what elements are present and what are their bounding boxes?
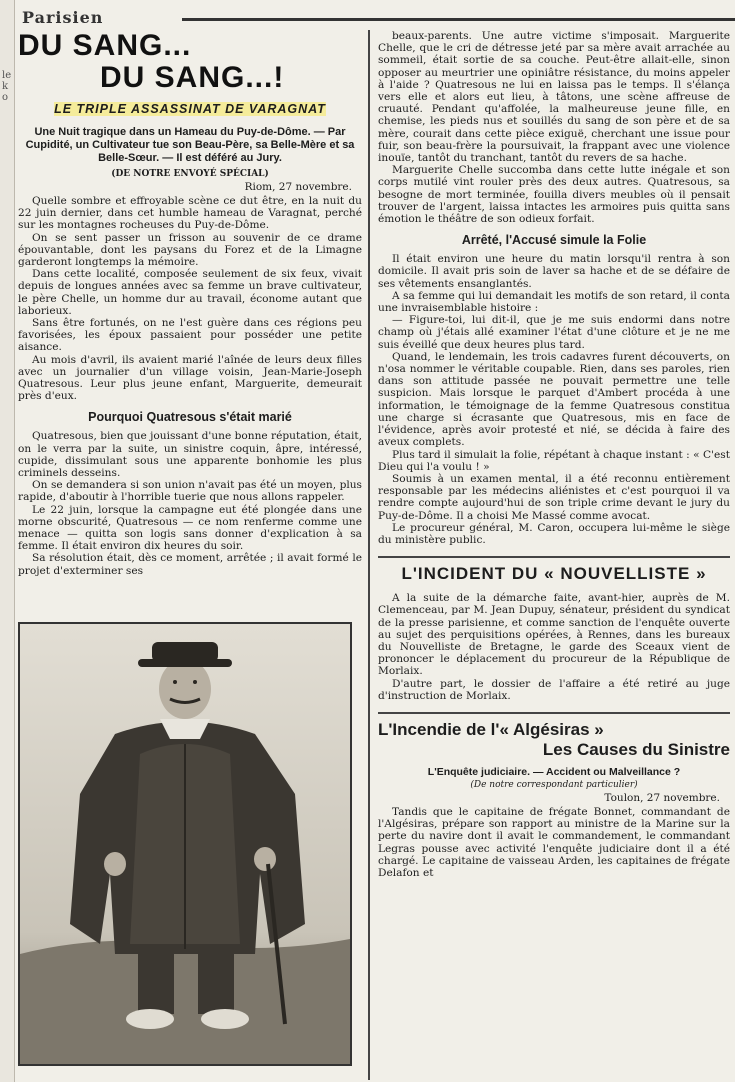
headline-line-1: DU SANG...	[18, 30, 192, 62]
paragraph: — Figure-toi, lui dit-il, que je me suis endormi dans notre champ où j'étais allé examiner l'état d'une clôture et je ne me suis éveillé que deux heures plus tard.	[378, 314, 730, 351]
paragraph: A sa femme qui lui demandait les motifs de son retard, il conta une invraisemblable histoire :	[378, 289, 730, 315]
portrait-photo	[18, 622, 352, 1066]
paragraph: Quatresous, bien que jouissant d'une bonne réputation, était, on le verra par la suite, un sinistre coquin, âpre, intéressé, cupide, dissimulant sous une apparente bonhomie les plus criminels desseins.	[18, 430, 362, 480]
paragraph: D'autre part, le dossier de l'affaire a été retiré au juge d'instruction de Morlaix.	[378, 677, 730, 702]
masthead-rule	[182, 18, 735, 21]
continued-body-2	[378, 253, 730, 546]
paragraph: Le 22 juin, lorsque la campagne eut été plongée dans une morne obscurité, Quatresous — ce nom renferme comme une menace — quitta son logis sans donner d'explication à sa femme. Il était environ dix heures du soir.	[18, 503, 362, 553]
algesiras-headline-line-2: Les Causes du Sinistre	[542, 739, 730, 759]
algesiras-dateline: Toulon, 27 novembre.	[604, 791, 720, 804]
adjacent-page-text: le k o	[2, 70, 12, 103]
paragraph: Au mois d'avril, ils avaient marié l'aînée de leurs deux filles avec un journalier d'un village voisin, Jean-Marie-Joseph Quatresous. Leur plus jeune enfant, Marguerite, demeurait près d'eux.	[18, 353, 362, 403]
algesiras-headline-line-1: L'Incendie de l'« Algésiras »	[378, 719, 604, 739]
column-separator	[368, 30, 370, 1080]
masthead	[22, 0, 722, 26]
paragraph: Le procureur général, M. Caron, occupera lui-même le siège du ministère public.	[378, 521, 730, 546]
algesiras-headline	[378, 712, 730, 760]
paragraph: On se sent passer un frisson au souvenir de ce drame épouvantable, dont les paysans du Forez et de la Limagne garderont longtemps la mémoire.	[18, 231, 362, 269]
paragraph: Tandis que le capitaine de frégate Bonnet, commandant de l'Algésiras, prépare son rapport au ministre de la Marine sur la perte du navire dont il avait le commandement, le commandant Legras pousse avec activité l'enquête judiciaire dont il a été chargé. Le capitaine de vaisseau Arden, les capitaines de frégate Delafon et	[378, 805, 730, 879]
paragraph: Quelle sombre et effroyable scène ce dut être, en la nuit du 22 juin dernier, dans cet humble hameau de Varagnat, perché sur les montagnes rocheuses du Puy-de-Dôme.	[18, 195, 362, 232]
section-heading: Pourquoi Quatresous s'était marié	[88, 410, 292, 425]
paragraph: beaux-parents. Une autre victime s'imposait. Marguerite Chelle, que le cri de détresse jeté par sa mère avait arrachée au sommeil, était sortie de sa couche. Peut-être allait-elle, sinon opposer au meurtrier une opiniâtre résistance, du moins appeler à l'aide ? Quatresous ne lui en laissa pas le temps. Il s'élança vers elle et alors eut lieu, à tâtons, une scène affreuse de cruauté. Pendant qu'affolée, la malheureuse jeune fille, en chemise, les pieds nus et souillés du sang de son père et de sa mère, courait dans cette pièce exiguë, cherchant une issue pour fuir, son beau-frère la poursuivait, la frappant avec une violence inouïe, tantôt du tranchant, tantôt du revers de sa hache.	[378, 30, 730, 165]
algesiras-credit: (De notre correspondant particulier)	[470, 779, 638, 790]
paragraph: A la suite de la démarche faite, avant-hier, auprès de M. Clemenceau, par M. Jean Dupuy, sénateur, président du syndicat de la presse parisienne, et comme sanction de l'enquête ouverte au sujet des perquisitions opérées, à Rennes, dans les bureaux du Nouvelliste de Bretagne, le garde des Sceaux vient de prononcer le déplacement du procureur de la République de Morlaix.	[378, 592, 730, 678]
article-body-2	[18, 430, 362, 576]
nouvelliste-body	[378, 592, 730, 702]
masthead-name: Parisien	[22, 8, 104, 27]
paragraph: Marguerite Chelle succomba dans cette lutte inégale et son corps mutilé vint rouler près des deux autres. Quatresous, sa besogne de mort terminée, fouilla divers meubles où il pensait trouver de l'argent, laissa intactes les armoires puis quitta sans émotion le théâtre de son odieux forfait.	[378, 164, 730, 226]
portrait-illustration	[20, 624, 350, 1064]
algesiras-body	[378, 806, 730, 879]
article-body-1	[18, 195, 362, 402]
article-subhead	[18, 102, 362, 116]
article-dateline: Riom, 27 novembre.	[244, 181, 352, 193]
paragraph: Soumis à un examen mental, il a été reconnu entièrement responsable par les médecins aliénistes et c'est pourquoi il va rendre compte aujourd'hui de son triple crime devant le jury du Puy-de-Dôme. Il a choisi Me Massé comme avocat.	[378, 472, 730, 522]
paragraph: Sa résolution était, dès ce moment, arrêtée ; il avait formé le projet d'exterminer ses	[18, 552, 362, 577]
nouvelliste-headline: L'INCIDENT DU « NOUVELLISTE »	[378, 556, 730, 584]
algesiras-subdeck: L'Enquête judiciaire. — Accident ou Malveillance ?	[427, 765, 681, 778]
headline-line-2: DU SANG...!	[100, 61, 285, 94]
paragraph: Plus tard il simulait la folie, répétant à chaque instant : « C'est Dieu qui l'a voulu ! »	[378, 448, 730, 473]
paragraph: Dans cette localité, composée seulement de six feux, vivait depuis de longues années avec sa femme un brave cultivateur, le père Chelle, un homme dur au travail, économe autant que laborieux.	[18, 268, 362, 317]
article-credit: (DE NOTRE ENVOYÉ SPÉCIAL)	[111, 169, 269, 179]
paragraph: On se demandera si son union n'avait pas été un moyen, plus rapide, d'aboutir à l'horrible tuerie que nous allons rappeler.	[18, 479, 362, 504]
paragraph: Il était environ une heure du matin lorsqu'il rentra à son domicile. Il avait pris soin de laver sa hache et de se défaire de ses vêtements ensanglantés.	[378, 253, 730, 290]
subhead-text: LE TRIPLE ASSASSINAT DE VARAGNAT	[54, 102, 326, 116]
right-column	[378, 30, 730, 1080]
paragraph: Quand, le lendemain, les trois cadavres furent découverts, on n'osa nommer le véritable coupable. Rien, dans ses paroles, rien dans son attitude passée ne pouvait permettre une telle suspicion. Mais lorsque le parquet d'Ambert procéda à une information, le témoignage de la femme Quatresous constitua une charge si écrasante que Quatresous, mis en face de l'évidence, après avoir protesté et nié, se décida à faire des aveux complets.	[378, 350, 730, 449]
continued-body	[378, 30, 730, 225]
adjacent-page-strip	[0, 0, 15, 1082]
article-deck: Une Nuit tragique dans un Hameau du Puy-de-Dôme. — Par Cupidité, un Cultivateur tue son Beau-Père, sa Belle-Mère et sa Belle-Sœur. — Il est déféré au Jury.	[25, 126, 355, 164]
paragraph: Sans être fortunés, on ne l'est guère dans ces régions peu favorisées, les époux passaient pour posséder une petite aisance.	[18, 317, 362, 354]
section-heading: Arrêté, l'Accusé simule la Folie	[461, 233, 647, 248]
